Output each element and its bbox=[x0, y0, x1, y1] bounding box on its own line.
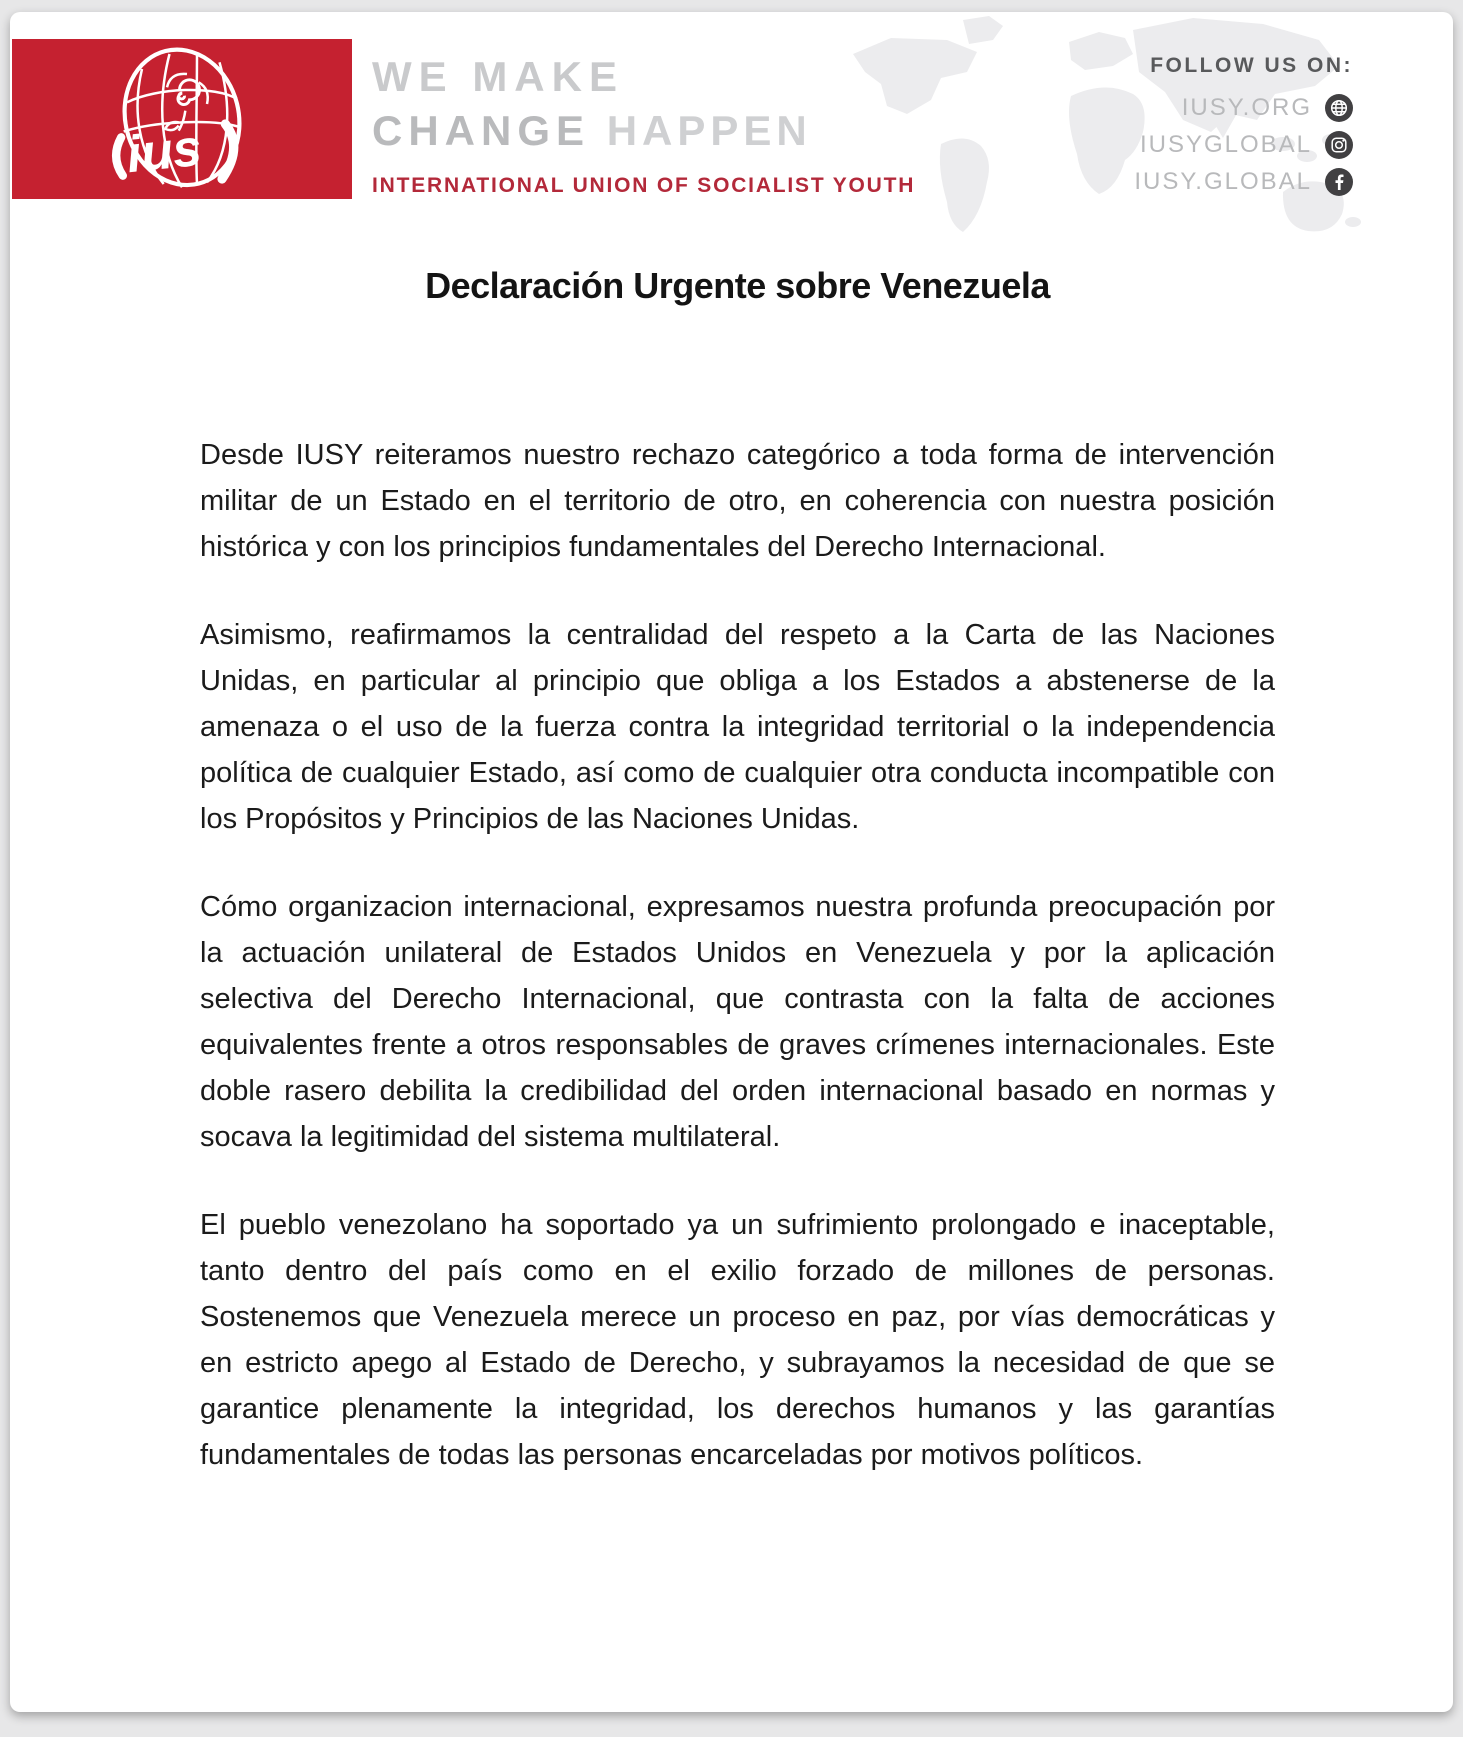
header bbox=[10, 12, 1453, 230]
facebook-label: IUSY.GLOBAL bbox=[1134, 168, 1312, 195]
follow-link-instagram[interactable] bbox=[1134, 131, 1353, 159]
tagline-happen: HAPPEN bbox=[606, 107, 812, 154]
paragraph-1: Desde IUSY reiteramos nuestro rechazo categórico a toda forma de intervención militar de un Estado en el territorio de otro, en coherencia con nuestra posición histórica y con los principios fundamentales del Derecho Internacional. bbox=[200, 439, 1275, 563]
facebook-icon bbox=[1325, 168, 1353, 196]
svg-text:ius: ius bbox=[123, 117, 205, 184]
paragraph-2: Asimismo, reafirmamos la centralidad del respeto a la Carta de las Naciones Unidas, en particular al principio que obliga a los Estados a abstenerse de la amenaza o el uso de la fuerza contra la integridad territorial o la independencia política de cualquier Estado, así como de cualquier otra conducta incompatible con los Propósitos y Principios de las Naciones Unidas. bbox=[200, 619, 1275, 835]
follow-link-website[interactable] bbox=[1134, 94, 1353, 122]
follow-us-heading: FOLLOW US ON: bbox=[1150, 54, 1353, 77]
follow-link-facebook[interactable] bbox=[1134, 168, 1353, 196]
globe-icon bbox=[1325, 94, 1353, 122]
tagline-line1: WE MAKE bbox=[372, 53, 624, 100]
tagline bbox=[372, 50, 915, 198]
website-label: IUSY.ORG bbox=[1181, 94, 1312, 121]
org-name: INTERNATIONAL UNION OF SOCIALIST YOUTH bbox=[372, 174, 916, 197]
instagram-label: IUSYGLOBAL bbox=[1139, 131, 1312, 158]
document-body bbox=[10, 265, 1453, 1478]
paragraph-3: Cómo organizacion internacional, expresamos nuestra profunda preocupación por la actuación unilateral de Estados Unidos en Venezuela y por la aplicación selectiva del Derecho Internacional, que contrasta con la falta de acciones equivalentes frente a otros responsables de graves crímenes internacionales. Este doble rasero debilita la credibilidad del orden internacional basado en normas y socava la legitimidad del sistema multilateral. bbox=[200, 891, 1275, 1153]
iusy-logo-emblem bbox=[82, 44, 282, 194]
document-page bbox=[10, 12, 1453, 1712]
document-title: Declaración Urgente sobre Venezuela bbox=[425, 265, 1050, 306]
tagline-change: CHANGE bbox=[372, 107, 591, 154]
paragraph-4: El pueblo venezolano ha soportado ya un sufrimiento prolongado e inaceptable, tanto dentro del país como en el exilio forzado de millones de personas. Sostenemos que Venezuela merece un proceso en paz, por vías democráticas y en estricto apego al Estado de Derecho, y subrayamos la necesidad de que se garantice plenamente la integridad, los derechos humanos y las garantías fundamentales de todas las personas encarceladas por motivos políticos. bbox=[200, 1209, 1275, 1471]
instagram-icon bbox=[1325, 131, 1353, 159]
tagline-line2 bbox=[372, 104, 915, 158]
iusy-logo bbox=[12, 39, 352, 199]
follow-us-section bbox=[1134, 54, 1353, 205]
